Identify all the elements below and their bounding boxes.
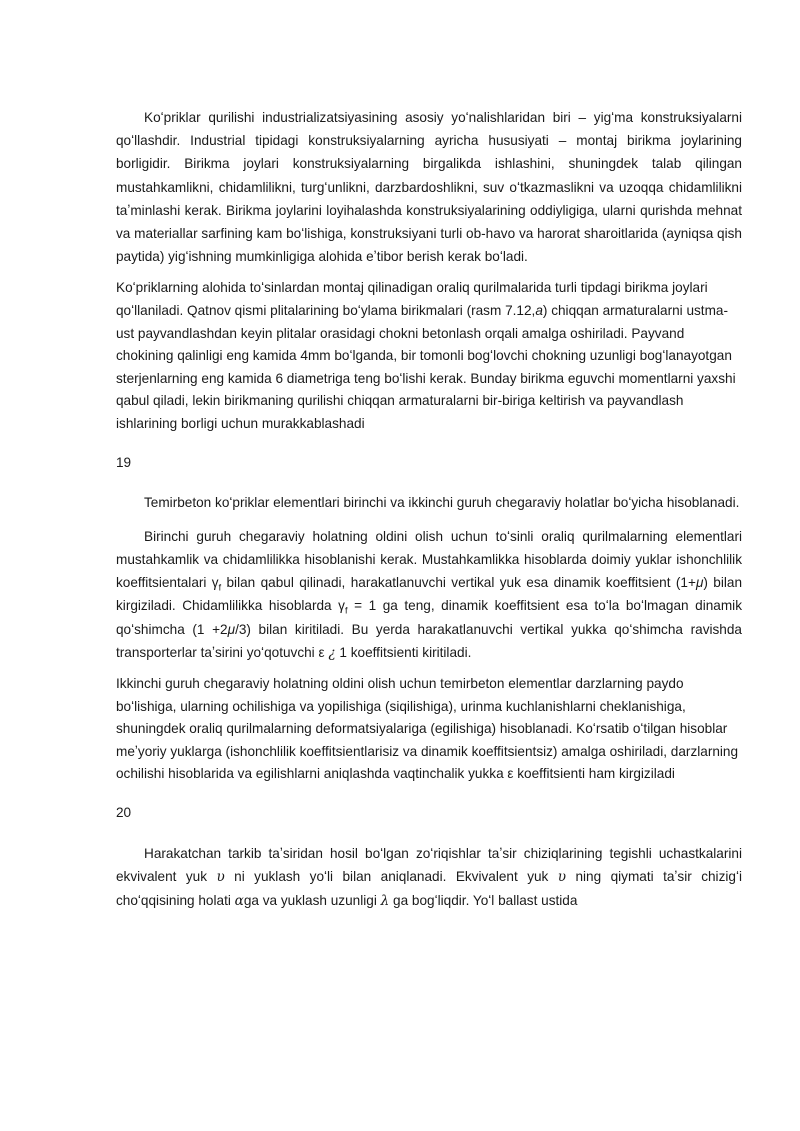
paragraph-prefab-structures: Koʻpriklar qurilishi industrializatsiyasining asosiy yoʻnalishlaridan biri – yigʻma konstruksiyalarni qoʻllashdir. Industrial tipidagi konstruksiyalarning ayricha hususiyati – montaj birikma joylarining borligidir. Birikma joylari konstruksiyalarning birgalikda ishlashini, shuningdek talab qilingan mustahkamlikni, chidamlilikni, turgʻunlikni, darzbardoshlikni, suv oʻtkazmaslikni va uzoqqa chidamlilikni taʼminlashi kerak. Birikma joylarini loyihalashda konstruksiyalarining oddiyligiga, ularni qurishda mehnat va materiallar sarfining kam boʻlishiga, konstruksiyani turli ob-havo va harorat sharoitlarida (ayniqsa qish paytida) yigʻishning mumkinligiga alohida eʼtibor berish kerak boʻladi. — [116, 110, 742, 265]
paragraph-second-group: Ikkinchi guruh chegaraviy holatning oldini olish uchun temirbeton elementlar darzlarning paydo boʻlishiga, ularning ochilishiga va yopilishiga (siqilishiga), urinma kuchlanishlarni cheklanishiga, shuningdek oraliq qurilmalarning deformatsiyalariga (egilishiga) hisoblanadi. Koʻrsatib oʻtilgan hisoblar meʼyoriy yuklarga (ishonchlilik koeffitsientlarisiz va dinamik koeffitsientsiz) amalga oshiriladi, darzlarning ochilishi hisoblarida va egilishlarni aniqlashda vaqtinchalik yukka ε koeffitsienti ham kirgiziladi — [116, 676, 739, 782]
paragraph-text: Harakatchan tarkib taʼsiridan hosil boʻlgan zoʻriqishlar taʼsir chiziqlarining tegishli uchastkalarini ekvivalent yuk — [116, 845, 742, 885]
paragraph-text: Birinchi guruh chegaraviy holatning oldini olish uchun toʻsinli oraliq qurilmalarning elementlari mustahkamlik va chidamlilikka hisoblanishi kerak. Mustahkamlikka hisoblarda doimiy yuklar ishonchlilik koeffitsientalari γ — [116, 528, 742, 591]
paragraph-text: ga bogʻliqdir. Yoʻl ballast ustida — [389, 893, 578, 909]
paragraph-text: ni yuklash yoʻli bilan aniqlanadi. Ekvivalent yuk — [224, 869, 558, 885]
paragraph-equivalent-load — [116, 842, 742, 914]
paragraph-first-group — [116, 525, 742, 665]
paragraph-text: ) bilan kirgiziladi. Chidamlilikka hisoblarda γ — [116, 575, 743, 614]
paragraph-text: ga va yuklash uzunligi — [243, 893, 381, 909]
upsilon-symbol: υ — [557, 869, 567, 886]
page-number-20: 20 — [116, 804, 132, 820]
page-number-19: 19 — [116, 454, 132, 470]
subscript: f — [218, 582, 222, 593]
paragraph-text: ning qiymati taʼsir chizigʻi choʻqqisining holati — [116, 869, 742, 909]
paragraph-text: Koʻpriklarning alohida toʻsinlardan montaj qilinadigan oraliq qurilmalarida turli tipdagi birikma joylari qoʻllaniladi. Qatnov qismi plitalarining boʻylama birikmalari (rasm 7.12, — [116, 280, 708, 319]
paragraph-text: 1 koeffitsienti kiritiladi. — [335, 644, 472, 660]
subscript: f — [344, 606, 348, 617]
paragraph-text: ) chiqqan armaturalarni ustma-ust payvandlashdan keyin plitalar orasidagi chokni betonlash orqali amalga oshiriladi. Payvand chokining qalinligi eng kamida 4mm boʻlganda, bir tomonli bogʻlovchi chokning uzunligi bogʻlanayotgan sterjenlarning eng kamida 6 diametriga teng boʻlishi kerak. Bunday birikma eguvchi momentlarni yaxshi qabul qiladi, lekin birikmaning qurilishi chiqqan armaturalarni bir-biriga keltirish va payvandlash ishlarining borligi uchun murakkablashadi — [116, 303, 736, 431]
paragraph-limit-states: Temirbeton koʻpriklar elementlari birinchi va ikkinchi guruh chegaraviy holatlar boʻyicha hisoblanadi. — [144, 494, 740, 510]
broken-symbol: ¿ — [328, 644, 336, 661]
document-page — [116, 106, 742, 914]
paragraph-joint-types — [116, 277, 742, 435]
mu-symbol: μ — [227, 621, 236, 637]
alpha-symbol: α — [234, 893, 244, 910]
mu-symbol: μ — [695, 575, 704, 591]
lambda-symbol: λ — [380, 893, 390, 910]
paragraph-text: bilan qabul qilinadi, harakatlanuvchi vertikal yuk esa dinamik koeffitsient (1+ — [221, 575, 696, 591]
paragraph-text: /3) bilan kiritiladi. Bu yerda harakatlanuvchi vertikal yukka qoʻshimcha ravishda transporterlar taʼsirini yoʻqotuvchi ε — [116, 621, 742, 660]
upsilon-symbol: υ — [216, 869, 225, 886]
paragraph-text: = 1 ga teng, dinamik koeffitsient esa toʻla boʻlmagan dinamik qoʻshimcha (1 +2 — [116, 598, 743, 637]
figure-letter: a — [535, 303, 543, 319]
